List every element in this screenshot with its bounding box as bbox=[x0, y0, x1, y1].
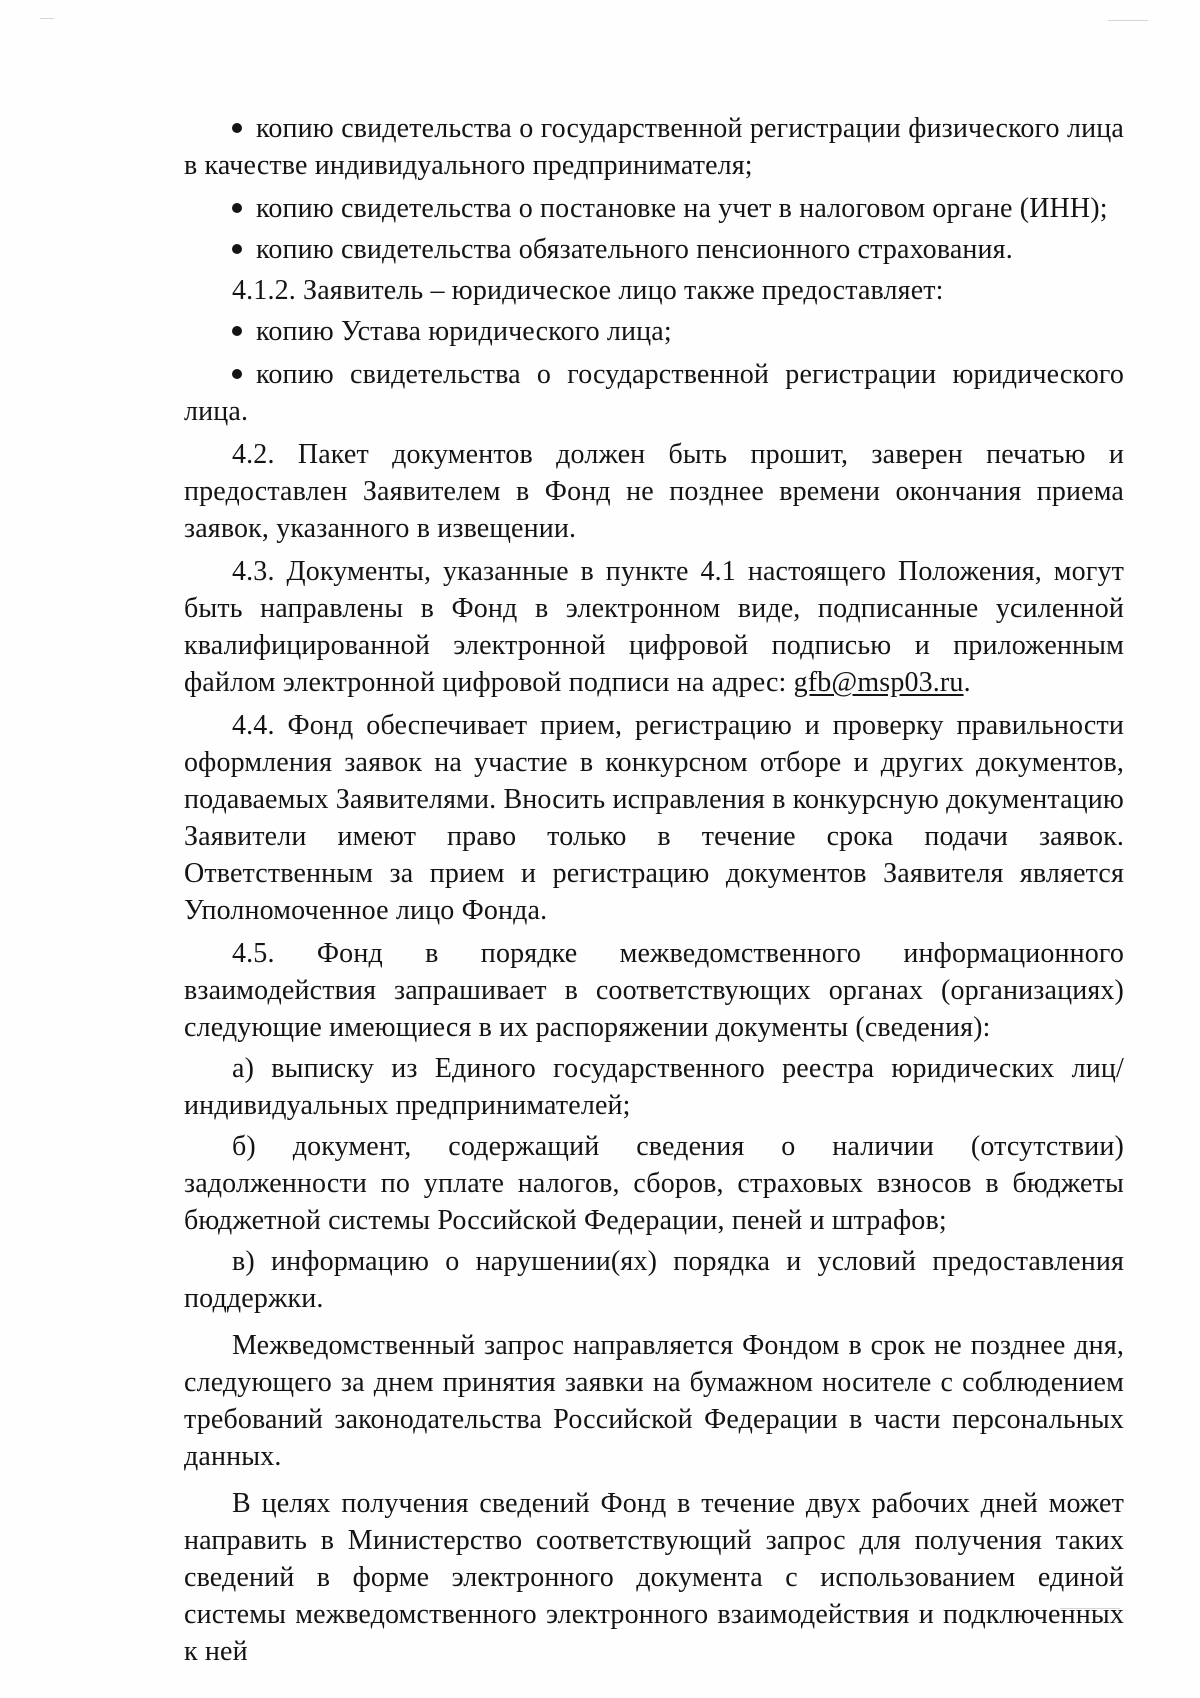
bullet-item: копию Устава юридического лица; bbox=[184, 313, 1124, 350]
paragraph-4-1-2: 4.1.2. Заявитель – юридическое лицо также предоставляет: bbox=[232, 275, 944, 306]
bullet-item: копию свидетельства обязательного пенсионного страхования. bbox=[184, 231, 1124, 268]
paragraph-4-4: 4.4. Фонд обеспечивает прием, регистрацию и проверку правильности оформления заявок на участие в конкурсном отборе и других документов, подаваемых Заявителями. Вносить исправления в конкурсную документацию Заявители имеют право только в течение срока подачи заявок. Ответственным за прием и регистрацию документов Заявителя является Уполномоченное лицо Фонда. bbox=[184, 710, 1124, 926]
bullet-icon bbox=[232, 369, 242, 379]
list-item-b: б) документ, содержащий сведения о наличии (отсутствии) задолженности по уплате налогов, сборов, страховых взносов в бюджеты бюджетной системы Российской Федерации, пеней и штрафов; bbox=[184, 1131, 1124, 1236]
scan-mark-top-right bbox=[1108, 20, 1148, 21]
bullet-icon bbox=[232, 203, 242, 213]
list-item-v: в) информацию о нарушении(ях) порядка и условий предоставления поддержки. bbox=[184, 1246, 1124, 1314]
bullet-icon bbox=[232, 123, 242, 133]
paragraph-4-2: 4.2. Пакет документов должен быть прошит, заверен печатью и предоставлен Заявителем в Фонд не позднее времени окончания приема заявок, указанного в извещении. bbox=[184, 439, 1124, 544]
paragraph-interagency-request: Межведомственный запрос направляется Фондом в срок не позднее дня, следующего за днем принятия заявки на бумажном носителе с соблюдением требований законодательства Российской Федерации в части персональных данных. bbox=[184, 1330, 1124, 1472]
list-item-a: а) выписку из Единого государственного реестра юридических лиц/индивидуальных предпринимателей; bbox=[184, 1053, 1124, 1121]
bullet-item: копию свидетельства о государственной регистрации физического лица в качестве индивидуального предпринимателя; bbox=[184, 113, 1124, 181]
email-link[interactable]: gfb@msp03.ru bbox=[793, 667, 964, 698]
bullet-item: копию свидетельства о постановке на учет в налоговом органе (ИНН); bbox=[184, 190, 1124, 227]
scan-mark-top-left bbox=[40, 18, 54, 19]
bullet-item: копию свидетельства о государственной регистрации юридического лица. bbox=[184, 359, 1124, 427]
paragraph-ministry-request: В целях получения сведений Фонд в течение двух рабочих дней может направить в Министерство соответствующий запрос для получения таких сведений в форме электронного документа с использованием единой системы межведомственного электронного взаимодействия и подключенных к ней bbox=[184, 1488, 1124, 1667]
paragraph-4-5: 4.5. Фонд в порядке межведомственного информационного взаимодействия запрашивает в соответствующих органах (организациях) следующие имеющиеся в их распоряжении документы (сведения): bbox=[184, 938, 1124, 1043]
document-body bbox=[184, 110, 1124, 1670]
bullet-icon bbox=[232, 326, 242, 336]
paragraph-4-3: 4.3. Документы, указанные в пункте 4.1 настоящего Положения, могут быть направлены в Фонд в электронном виде, подписанные усиленной квалифицированной электронной цифровой подписью и приложенным файлом электронной цифровой подписи на адрес: gfb@msp03.ru. bbox=[184, 556, 1124, 698]
bullet-icon bbox=[232, 244, 242, 254]
